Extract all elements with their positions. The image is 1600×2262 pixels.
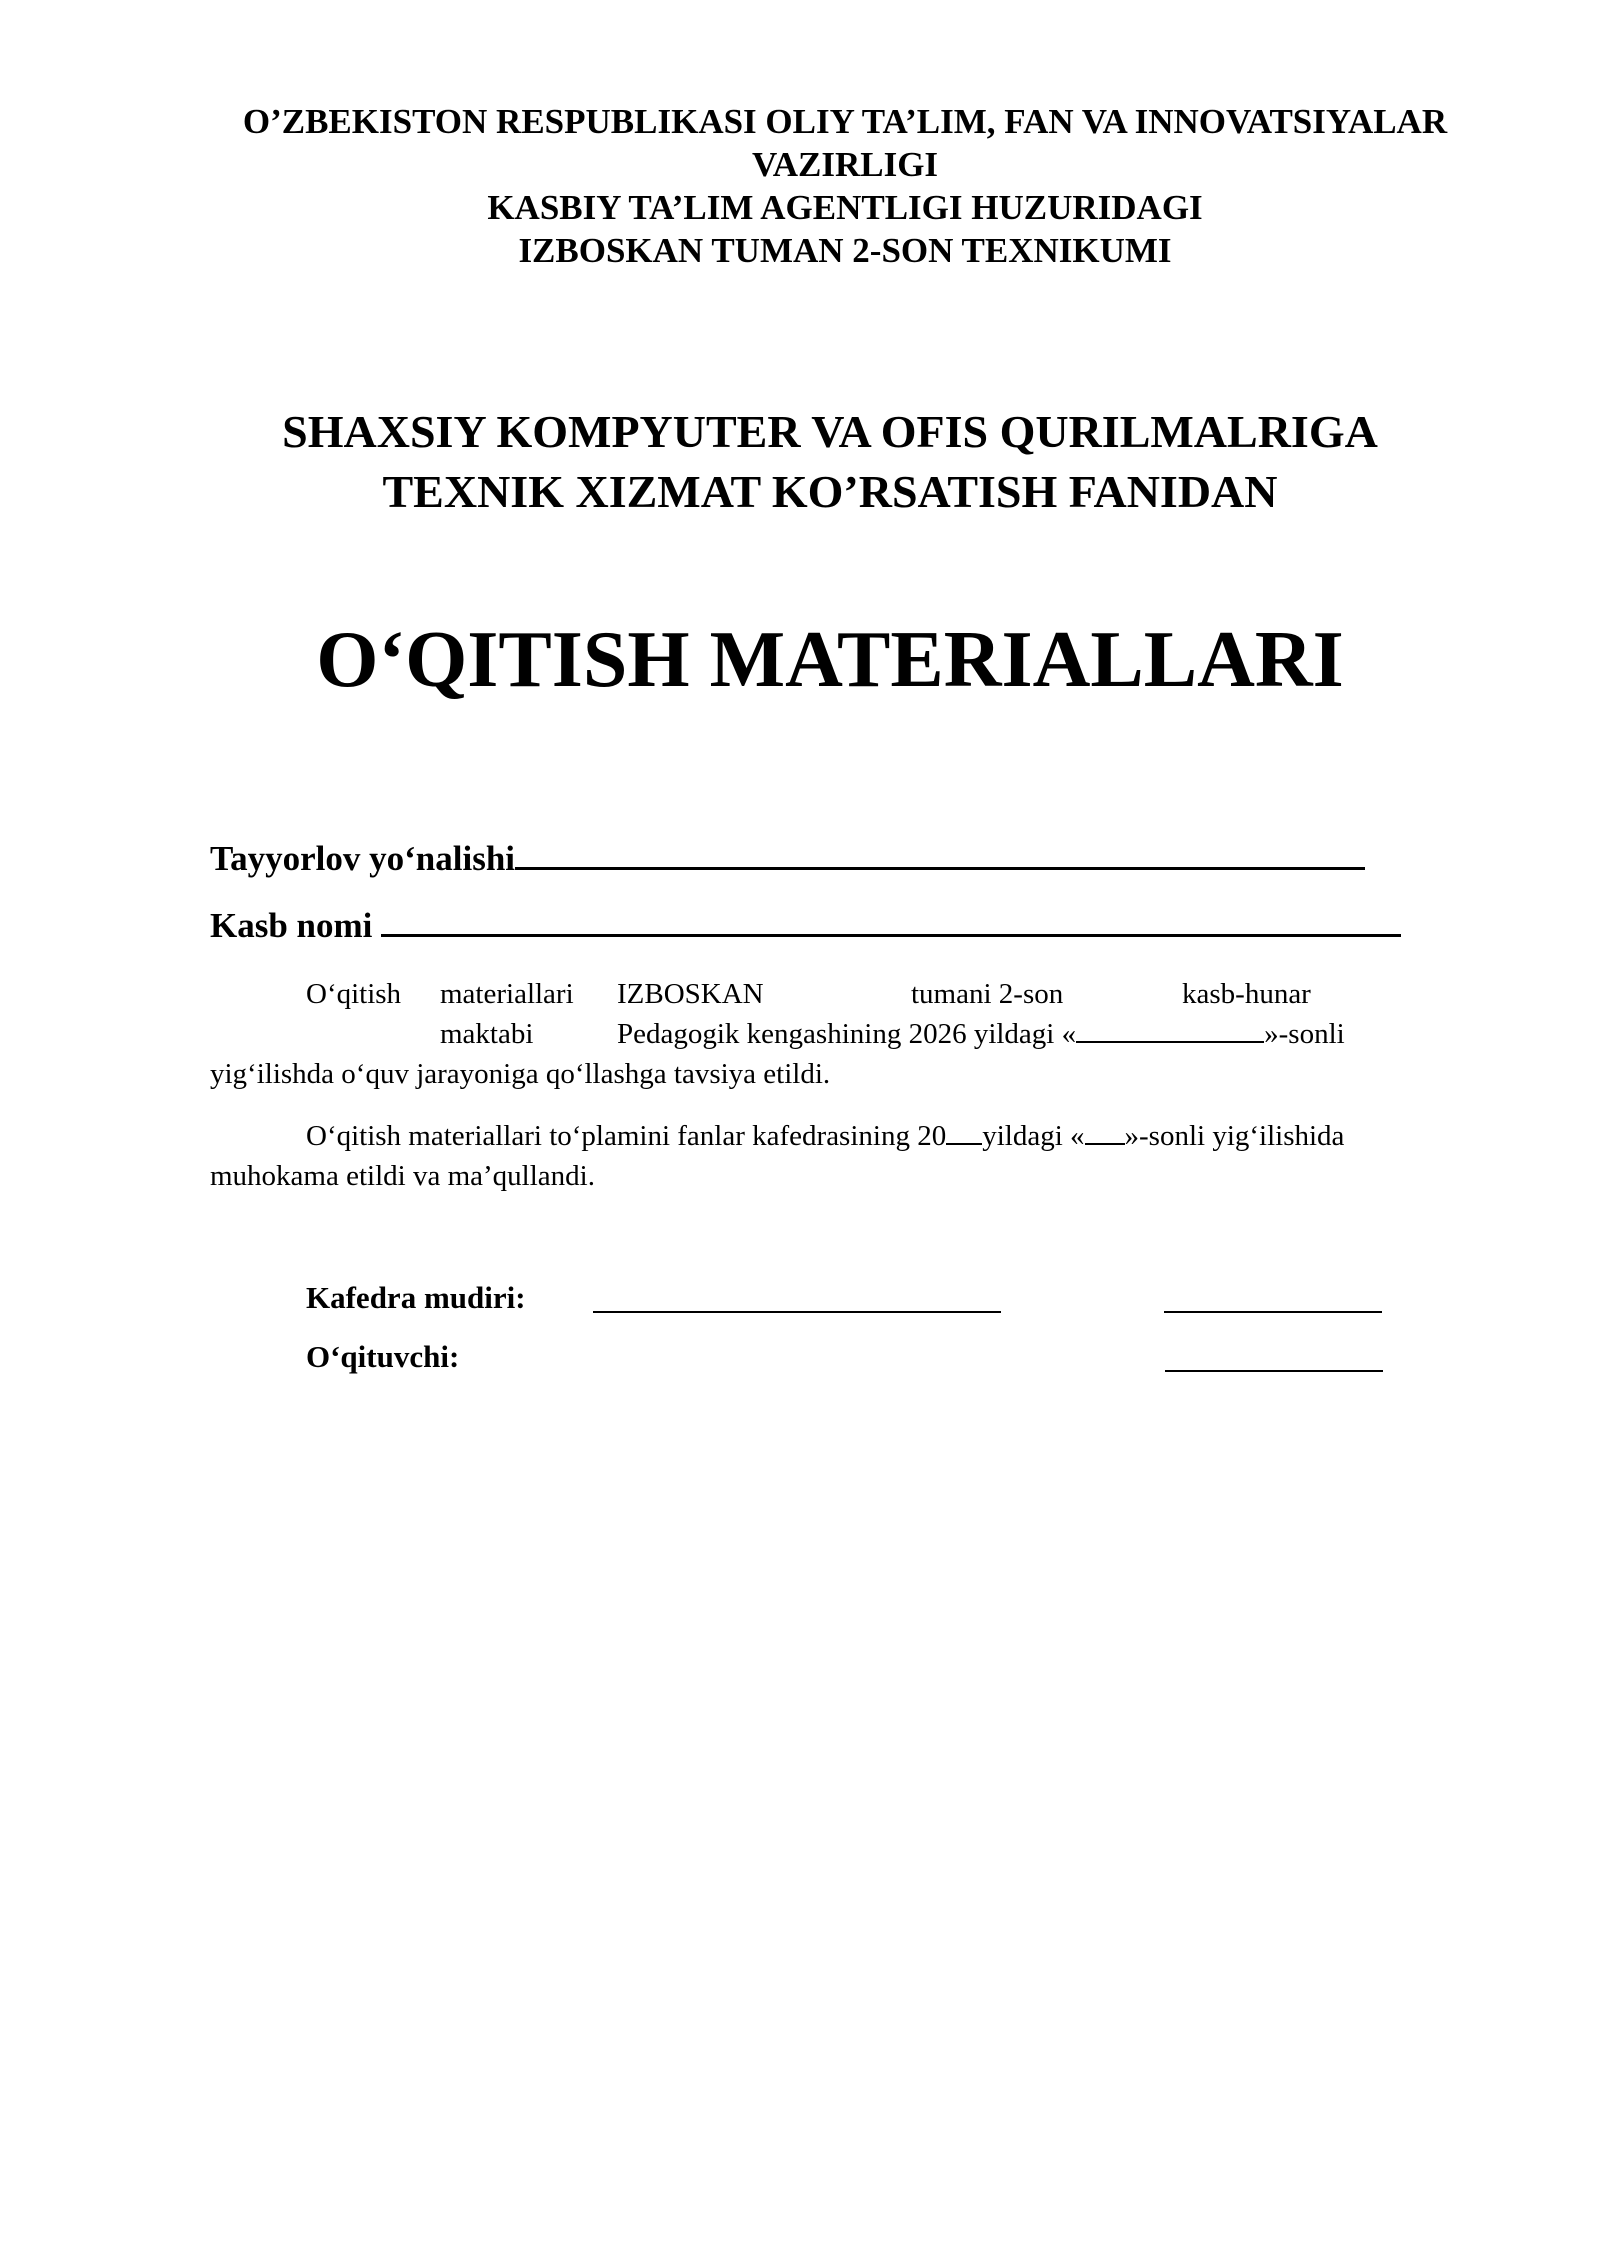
direction-label: Tayyorlov yo‘nalishi (210, 839, 516, 878)
header-line-1: O’ZBEKISTON RESPUBLIKASI OLIY TA’LIM, FAN VA INNOVATSIYALAR (242, 102, 1448, 141)
department-head-name-line (593, 1311, 1001, 1313)
para1-word: O‘qitish (306, 978, 402, 1010)
ministry-header (160, 100, 1530, 272)
subject-heading (160, 402, 1500, 522)
para1-word (617, 1014, 1345, 1054)
teacher-label: O‘qituvchi: (306, 1339, 460, 1374)
direction-field (210, 837, 1365, 880)
profession-field (210, 904, 1401, 947)
profession-label: Kasb nomi (210, 906, 373, 945)
header-line-2: VAZIRLIGI (751, 145, 939, 184)
header-line-4: IZBOSKAN TUMAN 2-SON TEXNIKUMI (518, 231, 1172, 270)
subject-line-2: TEXNIK XIZMAT KO’RSATISH FANIDAN (382, 466, 1278, 517)
department-head-signature-line (1164, 1311, 1382, 1313)
para1-text: Pedagogik kengashining 2026 yildagi « (617, 1018, 1077, 1050)
para1-word: IZBOSKAN (617, 978, 764, 1010)
para2-line-1 (306, 1116, 1344, 1156)
para2-text: »-sonli yig‘ilishida (1124, 1120, 1345, 1152)
para2-text: yildagi « (982, 1120, 1085, 1152)
meeting-blank (1085, 1119, 1125, 1145)
para1-text: »-sonli (1264, 1018, 1345, 1050)
para2-line-2: muhokama etildi va ma’qullandi. (210, 1160, 595, 1192)
para1-word: materiallari (440, 978, 574, 1010)
para2-text: O‘qitish materiallari to‘plamini fanlar kafedrasining 20 (306, 1120, 947, 1152)
para1-line-3: yig‘ilishda o‘quv jarayoniga qo‘llashga tavsiya etildi. (210, 1058, 831, 1090)
profession-blank-line (381, 904, 1401, 937)
teacher-signature-line (1165, 1370, 1383, 1372)
para1-word: kasb-hunar (1182, 978, 1311, 1010)
year-blank (946, 1119, 982, 1145)
para1-word: tumani 2-son (911, 978, 1064, 1010)
meeting-number-blank (1076, 1017, 1264, 1043)
subject-line-1: SHAXSIY KOMPYUTER VA OFIS QURILMALRIGA (282, 406, 1378, 457)
department-head-label: Kafedra mudiri: (306, 1280, 526, 1315)
para1-word: maktabi (440, 1018, 534, 1050)
direction-blank-line (515, 837, 1365, 870)
header-line-3: KASBIY TA’LIM AGENTLIGI HUZURIDAGI (487, 188, 1203, 227)
document-title: O‘QITISH MATERIALLARI (316, 616, 1344, 704)
